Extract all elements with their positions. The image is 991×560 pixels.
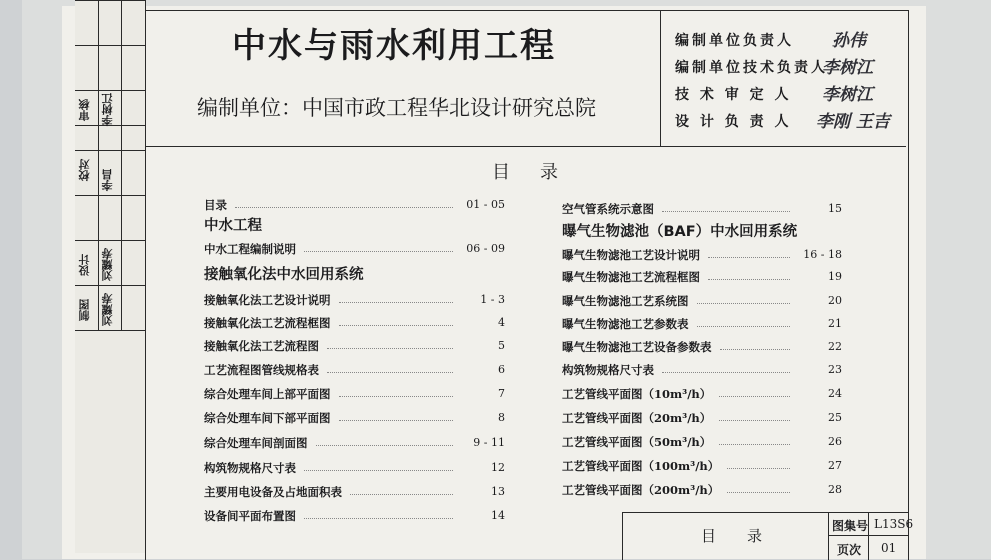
toc-leader [304,518,453,519]
toc-item-label: 曝气生物滤池工艺设备参数表 [562,340,712,354]
page-value: 01 [881,541,897,555]
toc-leader [327,372,453,373]
toc-item-label: 综合处理车间下部平面图 [204,411,331,425]
toc-item-label: 中水工程编制说明 [204,242,296,256]
responsibility-role: 编制单位负责人 [675,33,794,49]
toc-item-label: 设备间平面布置图 [204,509,296,523]
atlas-value: L13S6 [874,517,914,531]
toc-section-heading: 中水工程 [204,218,262,234]
toc-item-label: 工艺流程图管线规格表 [204,363,319,377]
strip-divider [75,330,145,331]
toc-page-number: 01 - 05 [466,198,505,211]
title-block-divider [828,513,829,560]
toc-item-label: 构筑物规格尺寸表 [204,461,296,475]
toc-page-number: 24 [828,387,842,400]
approval-cell: 设计 [78,254,91,276]
toc-page-number: 06 - 09 [466,242,505,255]
toc-section-heading: 曝气生物滤池（BAF）中水回用系统 [562,224,798,240]
toc-page-number: 16 - 18 [803,248,842,261]
atlas-label: 图集号 [832,519,869,533]
toc-leader [339,325,454,326]
toc-leader [316,445,454,446]
toc-item-label: 空气管系统示意图 [562,202,654,216]
page-title: 中水与雨水利用工程 [232,26,556,66]
toc-leader [719,444,790,445]
toc-page-number: 20 [828,294,842,307]
toc-leader [727,492,790,493]
toc-leader [719,420,790,421]
toc-page-number: 19 [828,270,842,283]
toc-section-heading: 接触氧化法中水回用系统 [204,267,364,283]
responsibility-role: 技 术 审 定 人 [675,87,792,103]
toc-page-number: 14 [491,509,505,522]
toc-page-number: 8 [498,411,505,424]
toc-leader [235,207,453,208]
toc-item-label: 曝气生物滤池工艺设计说明 [562,248,700,262]
toc-item-label: 目录 [204,198,227,212]
toc-item-label: 综合处理车间剖面图 [204,436,308,450]
title-block [622,512,914,560]
strip-divider [75,240,145,241]
toc-page-number: 5 [498,339,505,352]
strip-divider [75,0,145,1]
toc-leader [339,396,454,397]
toc-leader [662,211,790,212]
toc-leader [697,303,791,304]
approval-cell: 刘耀寿 [101,248,114,282]
toc-item-label: 接触氧化法工艺设计说明 [204,293,331,307]
toc-title: 目录 [492,162,588,183]
approval-cell: 校对 [78,159,91,181]
toc-item-label: 曝气生物滤池工艺参数表 [562,317,689,331]
toc-item-label: 工艺管线平面图（200m³/h） [562,483,720,497]
compiler-unit: 编制单位：中国市政工程华北设计研究总院 [197,96,596,120]
toc-leader [708,257,790,258]
toc-page-number: 23 [828,363,842,376]
toc-item-label: 工艺管线平面图（10m³/h） [562,387,712,401]
responsibility-role: 设 计 负 责 人 [675,114,792,130]
toc-leader [339,302,454,303]
toc-leader [720,349,791,350]
toc-leader [304,251,453,252]
toc-page-number: 28 [828,483,842,496]
toc-item-label: 主要用电设备及占地面积表 [204,485,342,499]
toc-page-number: 15 [828,202,842,215]
toc-item-label: 工艺管线平面图（50m³/h） [562,435,712,449]
toc-page-number: 13 [491,485,505,498]
title-block-divider [868,513,869,560]
toc-leader [339,420,454,421]
toc-page-number: 1 - 3 [480,293,505,306]
toc-item-label: 工艺管线平面图（20m³/h） [562,411,712,425]
strip-divider [75,285,145,286]
toc-item-label: 构筑物规格尺寸表 [562,363,654,377]
toc-page-number: 25 [828,411,842,424]
toc-page-number: 21 [828,317,842,330]
toc-item-label: 接触氧化法工艺流程框图 [204,316,331,330]
toc-item-label: 综合处理车间上部平面图 [204,387,331,401]
toc-item-label: 曝气生物滤池工艺流程框图 [562,270,700,284]
toc-page-number: 4 [498,316,505,329]
signature: 李树江 [822,58,873,78]
strip-divider [75,45,145,46]
toc-leader [304,470,453,471]
toc-leader [662,372,790,373]
title-block-name: 目 录 [701,527,771,545]
toc-page-number: 6 [498,363,505,376]
responsibility-role: 编制单位技术负责人 [675,60,828,76]
toc-page-number: 22 [828,340,842,353]
approval-cell: 刘耀寿 [101,293,114,327]
toc-leader [350,494,453,495]
responsibility-divider [660,10,661,146]
toc-item-label: 曝气生物滤池工艺系统图 [562,294,689,308]
header-divider [146,146,906,147]
toc-page-number: 27 [828,459,842,472]
page-label: 页次 [837,543,862,557]
toc-item-label: 接触氧化法工艺流程图 [204,339,319,353]
toc-page-number: 7 [498,387,505,400]
toc-page-number: 9 - 11 [473,436,505,449]
signature: 孙伟 [832,31,866,51]
toc-leader [708,279,790,280]
approval-cell: 审核 [78,99,91,121]
signature: 李树江 [822,85,873,105]
approval-cell: 制图 [78,299,91,321]
title-block-row-divider [828,535,908,536]
signature: 李刚 王吉 [816,112,890,132]
approval-cell: 李树江 [101,93,114,127]
toc-leader [727,468,790,469]
toc-leader [327,348,453,349]
toc-page-number: 12 [491,461,505,474]
approval-cell: 李昌 [101,169,114,191]
toc-item-label: 工艺管线平面图（100m³/h） [562,459,720,473]
toc-leader [719,396,790,397]
toc-leader [697,326,791,327]
toc-page-number: 26 [828,435,842,448]
